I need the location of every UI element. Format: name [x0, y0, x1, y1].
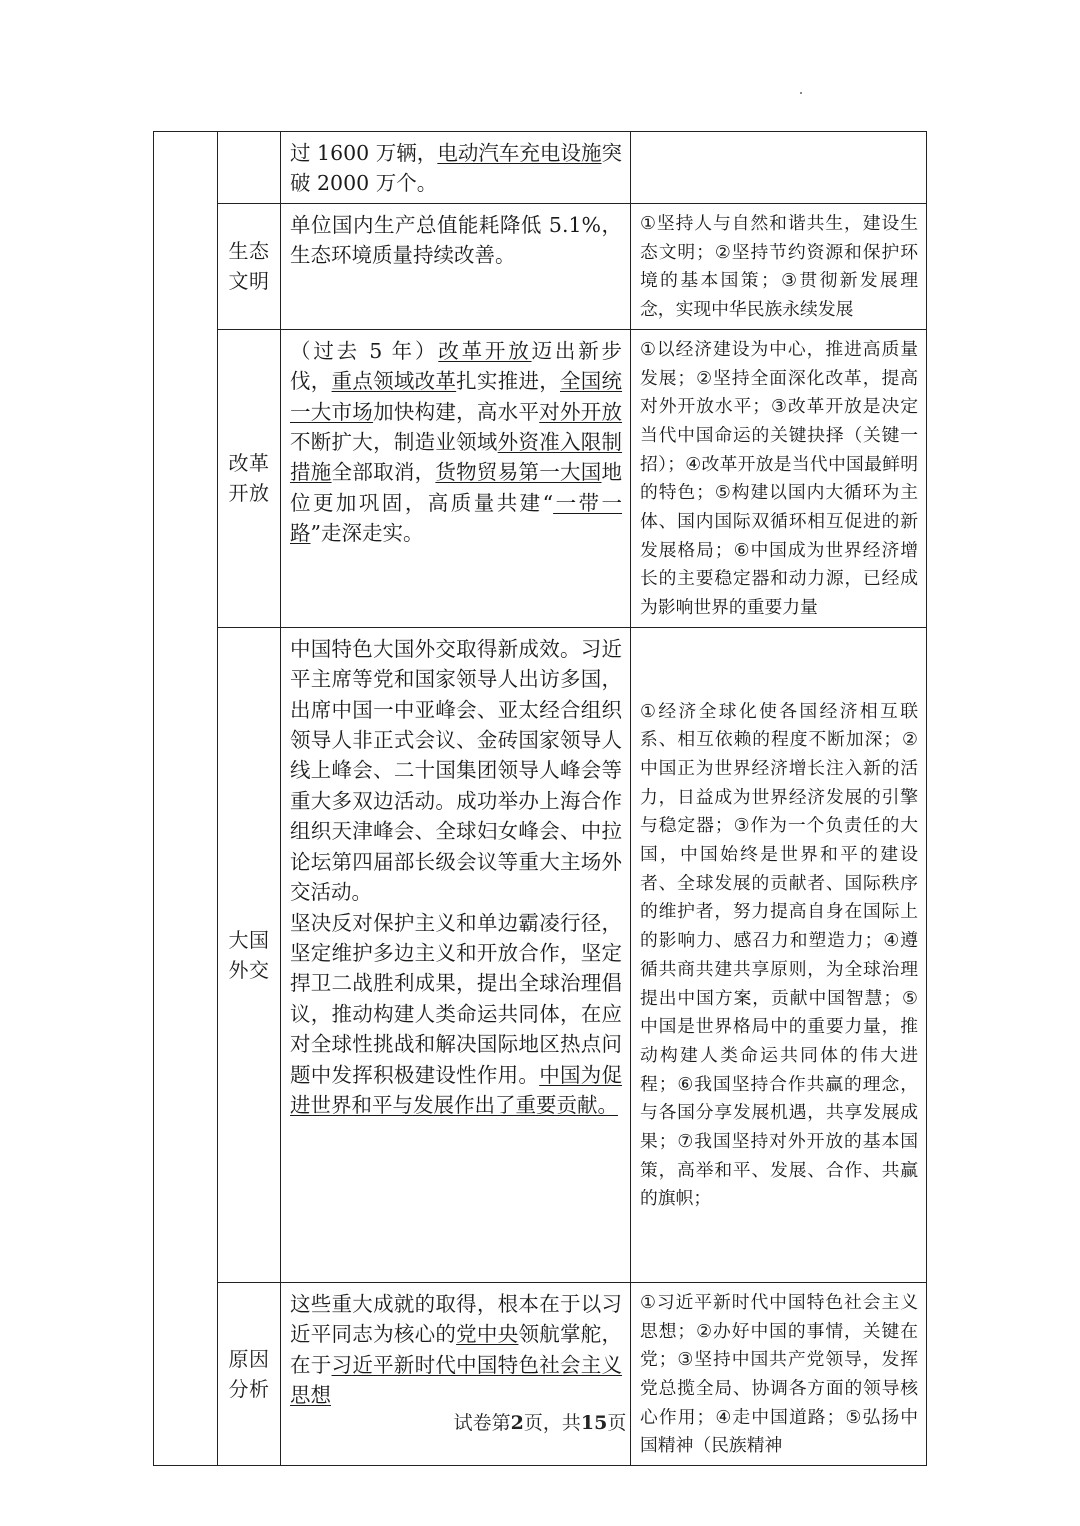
content-cell: 过 1600 万辆，电动汽车充电设施突破 2000 万个。	[281, 132, 631, 204]
key-phrase: 党中央	[456, 1322, 519, 1347]
analysis-cell	[631, 132, 927, 204]
table-row	[154, 627, 927, 1282]
category-cell: 大国外交	[218, 627, 281, 1282]
key-phrase: 全国统一大市场	[290, 369, 623, 424]
analysis-cell: ①经济全球化使各国经济相互联系、相互依赖的程度不断加深；②中国正为世界经济增长注入新的活力，日益成为世界经济发展的引擎与稳定器；③作为一个负责任的大国，中国始终是世界和平的建设者、全球发展的贡献者、国际秩序的维护者，努力提高自身在国际上的影响力、感召力和塑造力；④遵循共商共建共享原则，为全球治理提出中国方案，贡献中国智慧；⑤中国是世界格局中的重要力量，推动构建人类命运共同体的伟大进程；⑥我国坚持合作共赢的理念，与各国分享发展机遇，共享发展成果；⑦我国坚持对外开放的基本国策，高举和平、发展、合作、共赢的旗帜；	[631, 627, 927, 1282]
content-cell: 中国特色大国外交取得新成效。习近平主席等党和国家领导人出访多国，出席中国一中亚峰会、亚太经合组织领导人非正式会议、金砖国家领导人线上峰会、二十国集团领导人峰会等重大多双边活动。成功举办上海合作组织天津峰会、全球妇女峰会、中拉论坛第四届部长级会议等重大主场外交活动。 坚决反对保护主义和单边霸凌行径，坚定维护多边主义和开放合作，坚定捍卫二战胜利成果，提出全球治理倡议，推动构建人类命运共同体，在应对全球性挑战和解决国际地区热点问题中发挥积极建设性作用。中国为促进世界和平与发展作出了重要贡献。	[281, 627, 631, 1282]
content-cell: （过去 5 年）改革开放迈出新步伐，重点领域改革扎实推进，全国统一大市场加快构建，高水平对外开放不断扩大，制造业领域外资准入限制措施全部取消，货物贸易第一大国地位更加巩固，高质量共建“一带一路”走深走实。	[281, 329, 631, 627]
key-phrase: 对外开放	[539, 399, 623, 424]
table-row	[154, 1282, 927, 1465]
page-footer: 试卷第2页，共15页	[453, 1412, 627, 1434]
category-cell: 改革开放	[218, 329, 281, 627]
table-row	[154, 204, 927, 330]
key-phrase: 外资准入限制措施	[290, 430, 623, 485]
category-cell	[218, 132, 281, 204]
key-phrase: 电动汽车充电设施	[437, 141, 602, 165]
key-phrase: 货物贸易第一大国	[435, 460, 602, 485]
category-cell: 原因分析	[218, 1282, 281, 1465]
key-phrase: 习近平新时代中国特色社会主义思想	[290, 1352, 623, 1408]
scan-mark	[800, 92, 802, 94]
key-phrase: 改革开放	[438, 338, 532, 363]
table-row	[154, 329, 927, 627]
key-phrase: 重点领域改革	[331, 369, 457, 394]
analysis-cell: ①坚持人与自然和谐共生，建设生态文明；②坚持节约资源和保护环境的基本国策；③贯彻新发展理念，实现中华民族永续发展	[631, 204, 927, 330]
content-cell: 这些重大成就的取得，根本在于以习近平同志为核心的党中央领航掌舵，在于习近平新时代中国特色社会主义思想	[281, 1282, 631, 1465]
page-total: 15	[580, 1412, 608, 1434]
page-number: 2	[510, 1412, 524, 1434]
key-phrase: 中国为促进世界和平与发展作出了重要贡献。	[290, 1062, 623, 1117]
analysis-cell: ①习近平新时代中国特色社会主义思想；②办好中国的事情，关键在党；③坚持中国共产党领导，发挥党总揽全局、协调各方面的领导核心作用；④走中国道路；⑤弘扬中国精神（民族精神	[631, 1282, 927, 1465]
study-table	[153, 131, 927, 1466]
category-cell: 生态文明	[218, 204, 281, 330]
section-cell	[154, 132, 218, 1466]
key-phrase: 一带一路	[290, 490, 623, 546]
content-cell: 单位国内生产总值能耗降低 5.1%，生态环境质量持续改善。	[281, 204, 631, 330]
analysis-cell: ①以经济建设为中心，推进高质量发展；②坚持全面深化改革，提高对外开放水平；③改革开放是决定当代中国命运的关键抉择（关键一招）；④改革开放是当代中国最鲜明的特色；⑤构建以国内大循环为主体、国内国际双循环相互促进的新发展格局；⑥中国成为世界经济增长的主要稳定器和动力源，已经成为影响世界的重要力量	[631, 329, 927, 627]
table-row	[154, 132, 927, 204]
